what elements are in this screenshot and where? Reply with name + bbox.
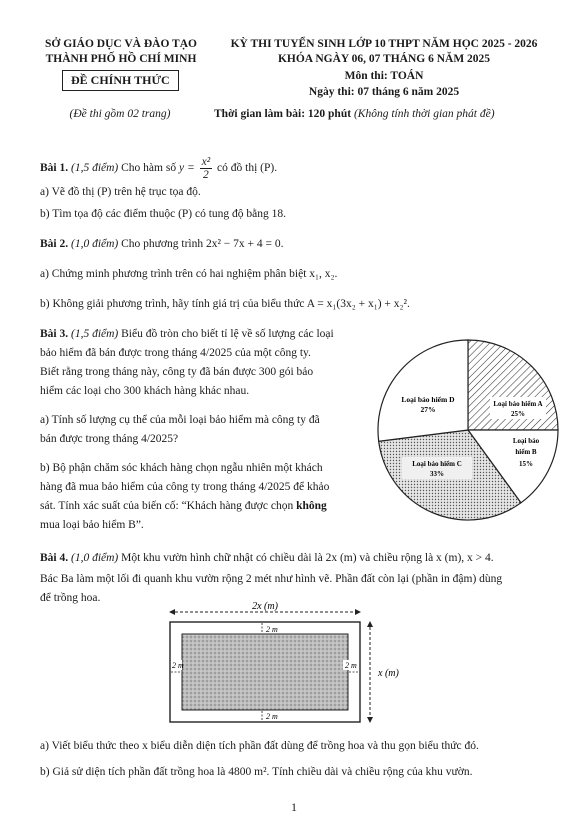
garden-diagram xyxy=(150,600,420,735)
q1-part-a: a) Vẽ đồ thị (P) trên hệ trục tọa độ. xyxy=(40,186,201,198)
q3-part-a-2: bán được trong tháng 4/2025? xyxy=(40,433,179,445)
q3-line-2: bảo hiểm đã bán được trong tháng 4/2025 của một công ty. xyxy=(40,347,311,359)
department-name: SỞ GIÁO DỤC VÀ ĐÀO TẠO xyxy=(45,38,197,50)
pages-note: (Đề thi gồm 02 trang) xyxy=(69,108,171,120)
pie-label-b-line1: Loại bảo xyxy=(512,437,540,445)
q1-intro xyxy=(40,156,277,181)
q1-intro-before: Cho hàm số xyxy=(121,162,177,175)
q3-part-b-4: mua loại bảo hiểm B”. xyxy=(40,519,144,531)
q2-head: Bài 2. xyxy=(40,238,69,250)
exam-session: KHÓA NGÀY 06, 07 THÁNG 6 NĂM 2025 xyxy=(277,53,491,65)
q3-points: (1,5 điểm) xyxy=(71,328,119,340)
q2-part-a: a) Chứng minh phương trình trên có hai nghiệm phân biệt x₁, x₂. xyxy=(40,268,338,280)
q4-part-b: b) Giả sử diện tích phần đất trồng hoa là 4800 m². Tính chiều dài và chiều rộng của khu vườn. xyxy=(40,766,473,778)
q3-bold-word: không xyxy=(296,500,327,512)
path-bottom-label: 2 m xyxy=(266,712,278,721)
width-label: x (m) xyxy=(378,668,399,679)
pie-label-c: Loại bảo hiểm C xyxy=(412,460,462,468)
exam-title: KỲ THI TUYỂN SINH LỚP 10 THPT NĂM HỌC 2025 - 2026 xyxy=(230,38,538,50)
path-top-label: 2 m xyxy=(266,625,278,634)
pie-label-b-line2: hiểm B xyxy=(515,448,537,456)
q1-func-den: 2 xyxy=(203,169,209,181)
q2-equation: Cho phương trình 2x² − 7x + 4 = 0. xyxy=(121,238,284,250)
q1-points: (1,5 điểm) xyxy=(71,162,119,175)
q1-part-b: b) Tìm tọa độ các điểm thuộc (P) có tung độ bằng 18. xyxy=(40,208,287,220)
q3-part-b-2: hàng đã mua bảo hiểm của công ty trong tháng 4/2025 để khảo xyxy=(40,481,330,493)
q3-text-1: Biểu đồ tròn cho biết tỉ lệ về số lượng các loại xyxy=(121,328,334,340)
time-line xyxy=(214,108,495,120)
time-note: (Không tính thời gian phát đề) xyxy=(353,108,495,120)
q3-line-1 xyxy=(40,328,334,340)
q1-intro-after: có đồ thị (P). xyxy=(217,162,278,175)
official-label: ĐỀ CHÍNH THỨC xyxy=(62,70,179,91)
pie-pct-b: 15% xyxy=(519,460,533,468)
time-label: Thời gian làm bài: 120 phút xyxy=(214,108,352,120)
q3-line-3: Biết rằng trong tháng này, công ty đã bán được 300 gói bảo xyxy=(40,366,314,378)
q2-points: (1,0 điểm) xyxy=(71,238,119,250)
q4-text-1: Một khu vườn hình chữ nhật có chiều dài là 2x (m) và chiều rộng là x (m), x > 4. xyxy=(121,552,494,564)
insurance-pie-chart xyxy=(368,330,568,530)
length-label: 2x (m) xyxy=(252,601,278,612)
q3-line-4: hiểm các loại cho 300 khách hàng khác nhau. xyxy=(40,385,250,397)
q3-part-b-3-text: sát. Tính xác suất của biến cố: “Khách hàng được chọn xyxy=(40,500,294,512)
q1-head: Bài 1. xyxy=(40,162,69,175)
q4-points: (1,0 điểm) xyxy=(71,552,119,564)
q1-func-y: y = xyxy=(178,162,195,175)
path-right-label: 2 m xyxy=(345,661,357,670)
subject: Môn thi: TOÁN xyxy=(344,70,424,82)
q1-func-num: x² xyxy=(201,156,211,168)
q3-part-b-3 xyxy=(40,500,327,512)
exam-date: Ngày thi: 07 tháng 6 năm 2025 xyxy=(308,86,460,98)
path-left-label: 2 m xyxy=(172,661,184,670)
pie-pct-d: 27% xyxy=(420,405,436,414)
pie-slice-d xyxy=(378,340,468,441)
q4-part-a: a) Viết biểu thức theo x biểu diễn diện tích phần đất dùng để trồng hoa và thu gọn biểu thức đó. xyxy=(40,740,479,752)
pie-pct-a: 25% xyxy=(511,410,525,418)
pie-label-a: Loại bảo hiểm A xyxy=(493,400,543,408)
city-name: THÀNH PHỐ HỒ CHÍ MINH xyxy=(45,53,197,65)
pie-pct-c: 33% xyxy=(430,470,444,478)
q3-part-b-1: b) Bộ phận chăm sóc khách hàng chọn ngẫu nhiên một khách xyxy=(40,462,323,474)
pie-label-d: Loại bảo hiểm D xyxy=(401,395,455,404)
q2-part-b: b) Không giải phương trình, hãy tính giá trị của biểu thức A = x₁(3x₂ + x₁) + x₂². xyxy=(40,298,410,310)
q4-line-3: để trồng hoa. xyxy=(40,592,101,604)
q1-fraction xyxy=(200,156,213,181)
flower-area xyxy=(182,634,348,710)
page-number: 1 xyxy=(291,800,297,814)
q4-line-1 xyxy=(40,552,494,564)
q3-part-a-1: a) Tính số lượng cụ thể của mỗi loại bảo hiểm mà công ty đã xyxy=(40,414,320,426)
q2-intro xyxy=(40,238,284,250)
q3-head: Bài 3. xyxy=(40,328,69,340)
q4-line-2: Bác Ba làm một lối đi quanh khu vườn rộng 2 mét như hình vẽ. Phần đất còn lại (phần in đậm) dùng xyxy=(40,573,503,585)
q4-head: Bài 4. xyxy=(40,552,69,564)
